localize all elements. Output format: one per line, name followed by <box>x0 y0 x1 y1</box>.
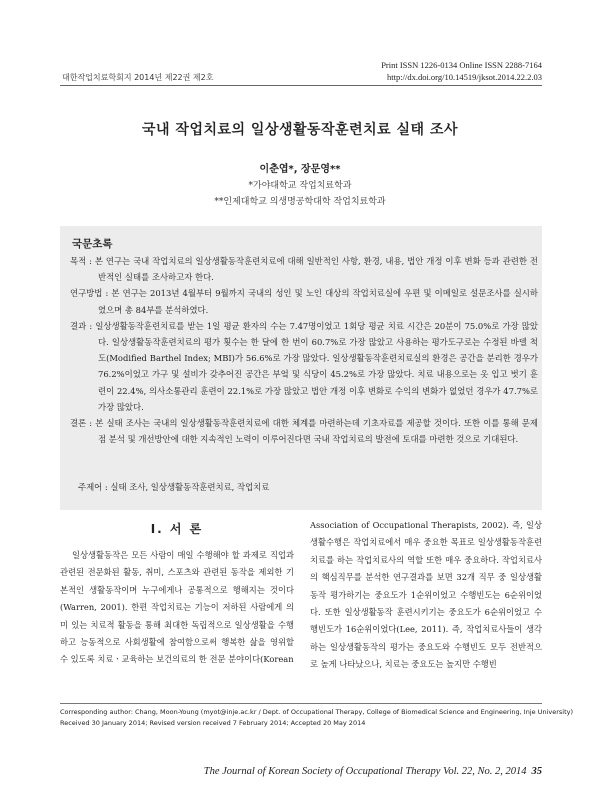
footnote-divider <box>60 703 542 704</box>
section-heading-introduction: Ⅰ. 서 론 <box>150 522 204 536</box>
affiliation-1: *가야대학교 작업치료학과 <box>248 181 352 191</box>
issn-line: Print ISSN 1226-0134 Online ISSN 2288-7164 <box>381 60 542 70</box>
issn-doi-header <box>381 59 542 83</box>
abstract-results: 결과 : 일상생활동작훈련치료를 받는 1일 평균 환자의 수는 7.47명이었고 1회당 평균 치료 시간은 20분이 75.0%로 가장 많았다. 일상생활동작훈련치료의 평가 횟수는 한 달에 한 번이 60.7%로 가장 많았고 사용하는 평가도구로는 수정된 바델 척도(Modified Barthel Index; MBI)가 56.6%로 가장 많았다. 일상생활동작훈련치료실의 환경은 공간을 분리한 경우가 76.2%이었고 가구 및 설비가 갖추어진 공간은 부엌 및 식당이 45.2%로 가장 많았다. 치료 내용으로는 옷 입고 벗기 훈련이 22.4%, 의사소통관리 훈련이 22.1%로 가장 많았고 법안 개정 이후 변화로 수익의 변화가 없었던 경우가 47.7%로 가장 많았다. <box>70 320 538 412</box>
affiliation-2: **인제대학교 의생명공학대학 작업치료학과 <box>214 197 386 207</box>
paper-title: 국내 작업치료의 일상생활동작훈련치료 실태 조사 <box>142 122 458 138</box>
page-number: 35 <box>531 766 542 777</box>
keywords: 주제어 : 실태 조사, 일상생활동작훈련치료, 작업치료 <box>78 482 270 492</box>
author-list: 이춘엽*, 장문영** <box>259 164 341 175</box>
body-column-right: Association of Occupational Therapists, 2002). 즉, 일상생활수행은 작업치료에서 매우 중요한 목표로 일상생활동작훈련치료를 하는 작업치료사의 역할 또한 매우 중요하다. 작업치료사의 핵심직무를 분석한 연구결과를 보면 32개 직무 중 일상생활동작 평가하기는 중요도가 1순위이었고 수행빈도는 6순위이었다. 또한 일상생활동작 훈련시키기는 중요도가 6순위이었고 수행빈도가 16순위이었다(Lee, 2011). 즉, 작업치료사들이 생각하는 일상생활동작의 평가는 중요도와 수행빈도 모두 전반적으로 높게 나타났으나, 치료는 중요도는 높지만 수행빈 <box>310 520 542 670</box>
body-column-left: 일상생활동작은 모든 사람이 매일 수행해야 할 과제로 직업과 관련된 전문화된 활동, 취미, 스포츠와 관련된 동작을 제외한 기본적인 생활동작이며 누구에게나 공통적으로 행해지는 것이다(Warren, 2001). 한편 작업치료는 기능이 저하된 사람에게 의미 있는 치료적 활동을 통해 최대한 독립적으로 일상생활을 수행하고 능동적으로 사회생활에 참여함으로써 행복한 삶을 영위할 수 있도록 치료ㆍ교육하는 보건의료의 한 전문 분야이다(Korean <box>60 550 294 665</box>
doi-line: http://dx.doi.org/10.14519/jksot.2014.22.2.03 <box>387 72 542 82</box>
abstract-methods: 연구방법 : 본 연구는 2013년 4월부터 9월까지 국내의 성인 및 노인 대상의 작업치료실에 우편 및 이메일로 설문조사를 실시하였으며 총 84부를 분석하였다. <box>70 288 538 315</box>
abstract-box <box>60 226 542 510</box>
page-footer <box>204 766 542 777</box>
received-dates-note: Received 30 January 2014; Revised version received 7 February 2014; Accepted 20 May 2014 <box>60 719 366 727</box>
header-divider <box>60 85 542 86</box>
abstract-heading: 국문초록 <box>72 238 113 250</box>
journal-short-header: 대한작업치료학회지 2014년 제22권 제2호 <box>62 73 214 82</box>
abstract-purpose: 목적 : 본 연구는 국내 작업치료의 일상생활동작훈련치료에 대해 일반적인 사항, 환경, 내용, 법안 개정 이후 변화 등과 관련한 전반적인 실태를 조사하고자 한다. <box>70 256 538 283</box>
abstract-body <box>70 253 538 447</box>
footer-journal: The Journal of Korean Society of Occupational Therapy Vol. 22, No. 2, 2014 <box>203 766 527 777</box>
abstract-conclusion: 결론 : 본 실태 조사는 국내의 일상생활동작훈련치료에 대한 체계를 마련하는데 기초자료를 제공할 것이다. 또한 이를 통해 문제점 분석 및 개선방안에 대한 지속적인 노력이 이루어진다면 국내 작업치료의 발전에 토대를 마련한 것으로 기대된다. <box>70 418 538 445</box>
corresponding-author-note: Corresponding author: Chang, Moon-Young (myot@inje.ac.kr / Dept. of Occupational Therapy, College of Biomedical Science and Engineering, Inje University) <box>60 708 574 716</box>
